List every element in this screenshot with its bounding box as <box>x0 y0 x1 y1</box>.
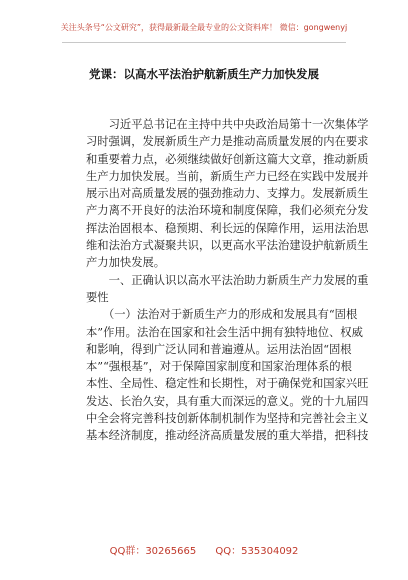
body-line: 本性、全局性、稳定性和长期性，对于确保党和国家兴旺 <box>86 377 369 391</box>
header-divider <box>62 42 346 43</box>
body-line: 发达、长治久安，具有重大而深远的意义。党的十九届四 <box>86 394 369 408</box>
section-heading-line: 一、正确认识以高水平法治助力新质生产力发展的重 <box>86 273 369 287</box>
body-line: 本”作用。法治在国家和社会生活中拥有独特地位、权威 <box>86 325 363 339</box>
body-line: 习近平总书记在主持中共中央政治局第十一次集体学 <box>86 118 369 131</box>
body-line: 和重要着力点，必须继续做好创新这篇大文章，推动新质 <box>86 152 369 166</box>
body-line: 习时强调，发展新质生产力是推动高质量发展的内在要求 <box>86 135 369 149</box>
body-line: 基本经济制度，推动经济高质量发展的重大举措，把科技 <box>86 429 369 443</box>
body-line: 本”“强根基”，对于保障国家制度和国家治理体系的根 <box>86 360 352 374</box>
header-note: 关注头条号“公文研究”，获得最新最全最专业的公文资料库！ 微信：gongwenyj <box>60 23 348 32</box>
body-line: 中全会将完善科技创新体制机制作为坚持和完善社会主义 <box>86 412 369 426</box>
section-heading-line: 要性 <box>86 290 109 304</box>
body-line: 和影响，得到广泛认同和普遍遵从。运用法治固“固根 <box>86 342 352 356</box>
body-line: 产力离不开良好的法治环境和制度保障，我们必须充分发 <box>86 204 369 218</box>
body-line: 挥法治固根本、稳预期、利长远的保障作用，运用法治思 <box>86 221 369 235</box>
footer-qq-group: QQ群：30265665 <box>109 546 197 557</box>
body-line: 生产力加快发展。当前，新质生产力已经在实践中发展并 <box>86 169 369 183</box>
body-line: 维和法治方式凝聚共识，以更高水平法治建设护航新质生 <box>86 239 369 253</box>
body-line: 展示出对高质量发展的强劲推动力、支撑力。发展新质生 <box>86 187 369 201</box>
body-line: 产力加快发展。 <box>86 256 166 270</box>
footer-qq: QQ：535304092 <box>215 546 299 557</box>
footer-contact <box>0 542 408 557</box>
document-body <box>86 116 369 445</box>
document-title: 党课：以高水平法治护航新质生产力加快发展 <box>89 67 319 81</box>
body-line: （一）法治对于新质生产力的形成和发展具有“固根 <box>86 308 358 322</box>
